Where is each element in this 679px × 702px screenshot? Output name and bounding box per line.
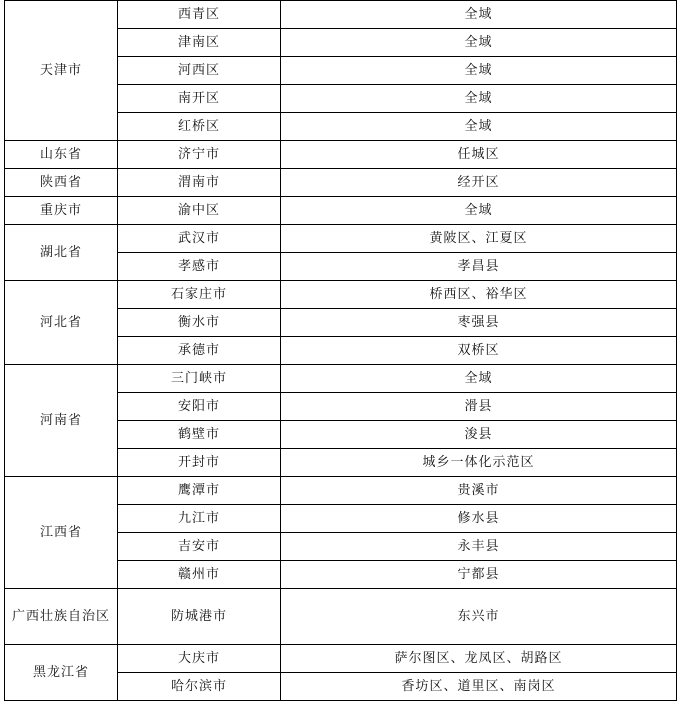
area-cell: 双桥区 (281, 337, 677, 365)
table-row (5, 281, 677, 309)
city-cell: 大庆市 (118, 645, 281, 673)
table-row (5, 365, 677, 393)
table-row (5, 589, 677, 645)
area-cell: 枣强县 (281, 309, 677, 337)
province-cell: 广西壮族自治区 (5, 589, 118, 645)
city-cell: 赣州市 (118, 561, 281, 589)
city-cell: 防城港市 (118, 589, 281, 645)
area-cell: 全域 (281, 29, 677, 57)
province-cell: 河北省 (5, 281, 118, 365)
area-cell: 桥西区、裕华区 (281, 281, 677, 309)
table-row (5, 645, 677, 673)
area-cell: 全域 (281, 85, 677, 113)
province-cell: 陕西省 (5, 169, 118, 197)
city-cell: 安阳市 (118, 393, 281, 421)
area-cell: 永丰县 (281, 533, 677, 561)
area-cell: 全域 (281, 197, 677, 225)
region-table (4, 0, 677, 701)
table-row (5, 141, 677, 169)
area-cell: 全域 (281, 57, 677, 85)
table-row (5, 477, 677, 505)
province-cell: 江西省 (5, 477, 118, 589)
table-body (5, 1, 677, 701)
table-row (5, 225, 677, 253)
area-cell: 修水县 (281, 505, 677, 533)
city-cell: 鹤壁市 (118, 421, 281, 449)
city-cell: 哈尔滨市 (118, 673, 281, 701)
city-cell: 孝感市 (118, 253, 281, 281)
city-cell: 承德市 (118, 337, 281, 365)
city-cell: 衡水市 (118, 309, 281, 337)
table-row (5, 1, 677, 29)
area-cell: 经开区 (281, 169, 677, 197)
city-cell: 济宁市 (118, 141, 281, 169)
area-cell: 香坊区、道里区、南岗区 (281, 673, 677, 701)
area-cell: 全域 (281, 113, 677, 141)
city-cell: 渝中区 (118, 197, 281, 225)
area-cell: 黄陂区、江夏区 (281, 225, 677, 253)
province-cell: 湖北省 (5, 225, 118, 281)
area-cell: 全域 (281, 1, 677, 29)
city-cell: 开封市 (118, 449, 281, 477)
city-cell: 武汉市 (118, 225, 281, 253)
area-cell: 萨尔图区、龙凤区、胡路区 (281, 645, 677, 673)
city-cell: 西青区 (118, 1, 281, 29)
province-cell: 天津市 (5, 1, 118, 141)
province-cell: 山东省 (5, 141, 118, 169)
city-cell: 石家庄市 (118, 281, 281, 309)
table-row (5, 197, 677, 225)
area-cell: 城乡一体化示范区 (281, 449, 677, 477)
city-cell: 三门峡市 (118, 365, 281, 393)
city-cell: 南开区 (118, 85, 281, 113)
city-cell: 吉安市 (118, 533, 281, 561)
table-row (5, 169, 677, 197)
area-cell: 孝昌县 (281, 253, 677, 281)
area-cell: 全域 (281, 365, 677, 393)
area-cell: 浚县 (281, 421, 677, 449)
city-cell: 津南区 (118, 29, 281, 57)
city-cell: 河西区 (118, 57, 281, 85)
area-cell: 滑县 (281, 393, 677, 421)
area-cell: 宁都县 (281, 561, 677, 589)
province-cell: 黑龙江省 (5, 645, 118, 701)
city-cell: 九江市 (118, 505, 281, 533)
area-cell: 东兴市 (281, 589, 677, 645)
province-cell: 河南省 (5, 365, 118, 477)
city-cell: 渭南市 (118, 169, 281, 197)
area-cell: 贵溪市 (281, 477, 677, 505)
province-cell: 重庆市 (5, 197, 118, 225)
city-cell: 红桥区 (118, 113, 281, 141)
area-cell: 任城区 (281, 141, 677, 169)
city-cell: 鹰潭市 (118, 477, 281, 505)
